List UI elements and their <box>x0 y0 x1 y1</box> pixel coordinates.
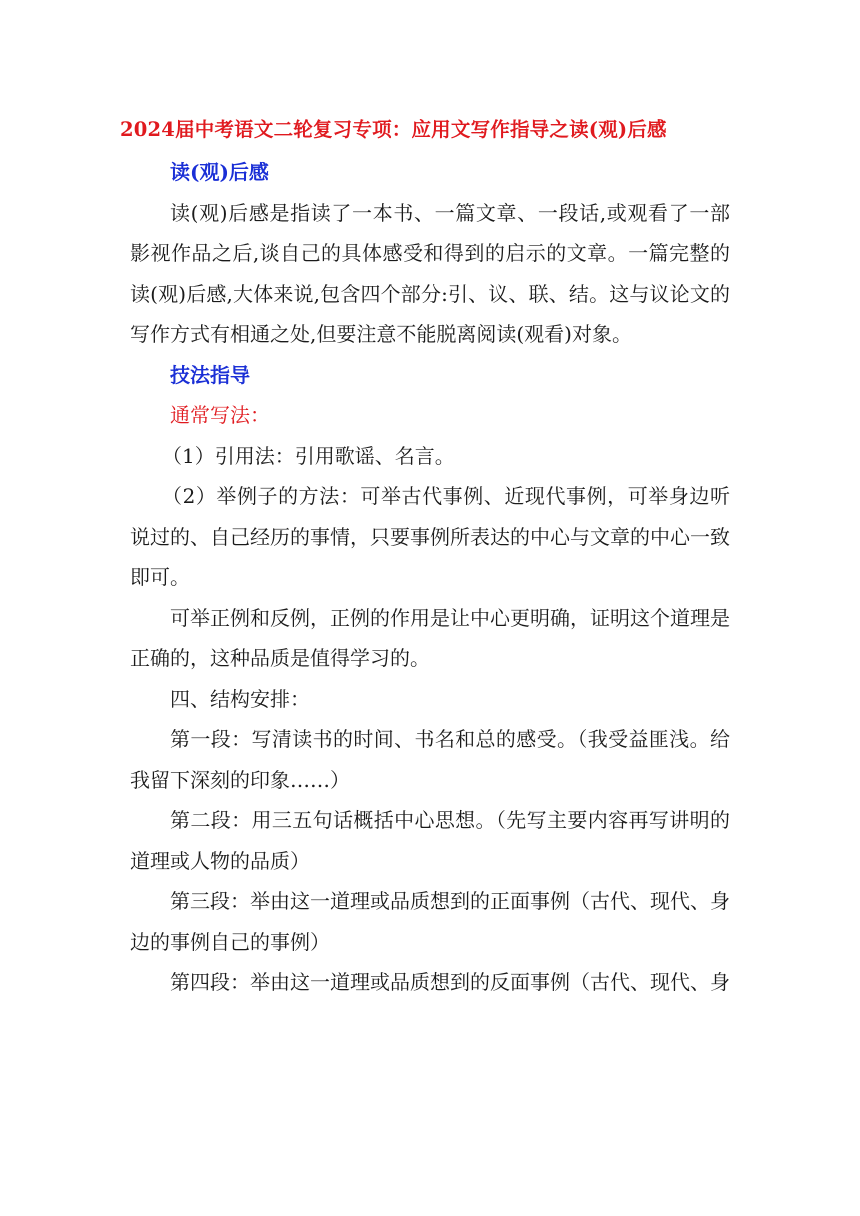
paragraph-third-section: 第三段：举由这一道理或品质想到的正面事例（古代、现代、身边的事例自己的事例） <box>130 889 730 954</box>
paragraph-definition: 读(观)后感是指读了一本书、一篇文章、一段话,或观看了一部影视作品之后,谈自己的具体感受和得到的启示的文章。一篇完整的读(观)后感,大体来说,包含四个部分:引、议、联、结。这与议论文的写作方式有相通之处,但要注意不能脱离阅读(观看)对象。 <box>130 200 730 346</box>
paragraph-second-section: 第二段：用三五句话概括中心思想。（先写主要内容再写讲明的道理或人物的品质） <box>130 808 730 873</box>
paragraph-fourth-section: 第四段：举由这一道理或品质想到的反面事例（古代、现代、身 <box>170 970 730 994</box>
paragraph-quotation-method: （1）引用法：引用歌谣、名言。 <box>162 443 455 468</box>
paragraph-positive-negative-examples: 可举正例和反例，正例的作用是让中心更明确，证明这个道理是正确的，这种品质是值得学习的。 <box>130 605 730 670</box>
paragraph-structure-heading: 四、结构安排： <box>170 686 310 711</box>
subheading-common-methods: 通常写法： <box>170 403 270 427</box>
document-body <box>130 152 730 1003</box>
section-heading-technique: 技法指导 <box>170 362 250 387</box>
paragraph-first-section: 第一段：写清读书的时间、书名和总的感受。（我受益匪浅。给我留下深刻的印象……） <box>130 727 730 792</box>
paragraph-example-method: （2）举例子的方法：可举古代事例、近现代事例，可举身边听说过的、自己经历的事情，只要事例所表达的中心与文章的中心一致即可。 <box>130 484 730 589</box>
document-title: 2024届中考语文二轮复习专项：应用文写作指导之读(观)后感 <box>120 118 667 141</box>
section-heading-reading-reflection: 读(观)后感 <box>170 160 269 184</box>
